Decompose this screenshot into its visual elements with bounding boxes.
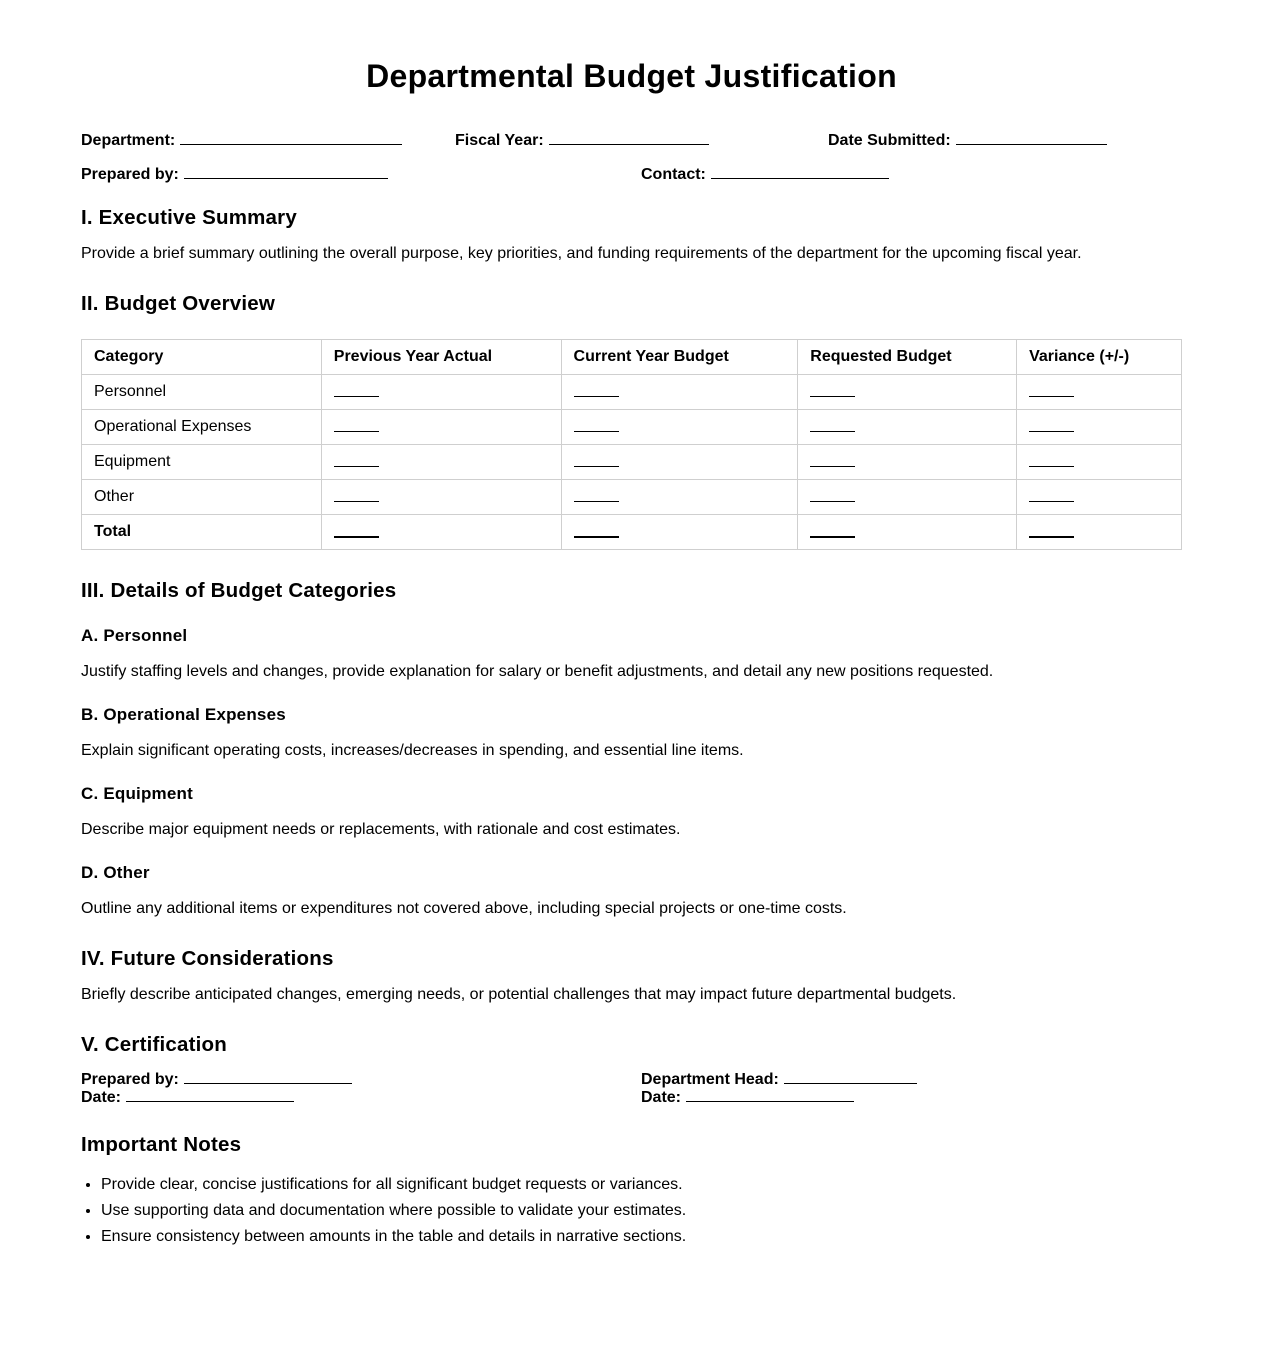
cert-prepared-by-label: Prepared by: [81, 1071, 179, 1088]
table-cell[interactable] [798, 410, 1017, 445]
cert-department-head-label: Department Head: [641, 1071, 779, 1088]
table-cell[interactable] [798, 515, 1017, 550]
table-cell[interactable] [561, 515, 798, 550]
cert-date-left-blank[interactable] [126, 1086, 294, 1102]
table-cell[interactable] [321, 480, 561, 515]
prepared-by-blank[interactable] [184, 163, 388, 179]
date-submitted-label: Date Submitted: [828, 132, 951, 149]
column-header-category: Category [82, 340, 322, 375]
fiscal-year-blank[interactable] [549, 129, 709, 145]
table-cell[interactable] [798, 375, 1017, 410]
blank-line[interactable] [574, 522, 619, 538]
cert-date-right-field [641, 1086, 854, 1107]
column-header-requested: Requested Budget [798, 340, 1017, 375]
operational-heading: B. Operational Expenses [81, 705, 286, 724]
department-label: Department: [81, 132, 176, 149]
blank-line[interactable] [810, 452, 855, 467]
table-row [82, 410, 1182, 445]
cert-date-left-label: Date: [81, 1089, 122, 1106]
contact-field [641, 163, 889, 184]
list-item: • Ensure consistency between amounts in the table and details in narrative sections. [101, 1224, 686, 1250]
blank-line[interactable] [810, 382, 855, 397]
blank-line[interactable] [574, 417, 619, 432]
budget-table [81, 339, 1182, 550]
table-cell[interactable] [1017, 480, 1182, 515]
table-cell[interactable] [798, 480, 1017, 515]
blank-line[interactable] [334, 452, 379, 467]
table-cell[interactable] [1017, 515, 1182, 550]
notes-heading: Important Notes [81, 1133, 242, 1156]
contact-blank[interactable] [711, 163, 889, 179]
future-text: Briefly describe anticipated changes, emerging needs, or potential challenges that may impact future departmental budgets. [81, 986, 957, 1003]
blank-line[interactable] [334, 522, 379, 538]
table-cell[interactable] [1017, 445, 1182, 480]
blank-line[interactable] [334, 382, 379, 397]
fiscal-year-label: Fiscal Year: [455, 132, 544, 149]
date-submitted-blank[interactable] [956, 129, 1107, 145]
fiscal-year-field [455, 129, 709, 150]
cert-date-right-label: Date: [641, 1089, 682, 1106]
blank-line[interactable] [810, 487, 855, 502]
blank-line[interactable] [1029, 417, 1074, 432]
personnel-heading: A. Personnel [81, 626, 188, 645]
budget-overview-heading: II. Budget Overview [81, 292, 276, 315]
table-cell[interactable] [321, 410, 561, 445]
column-header-previous-year: Previous Year Actual [321, 340, 561, 375]
other-heading: D. Other [81, 863, 150, 882]
cert-prepared-by-blank[interactable] [184, 1068, 352, 1084]
certification-heading: V. Certification [81, 1033, 227, 1056]
cert-date-right-blank[interactable] [686, 1086, 854, 1102]
blank-line[interactable] [810, 522, 855, 538]
row-label-operational: Operational Expenses [82, 410, 322, 445]
executive-summary-text: Provide a brief summary outlining the overall purpose, key priorities, and funding requirements of the department for the upcoming fiscal year. [81, 245, 1082, 262]
table-cell[interactable] [321, 445, 561, 480]
department-field [81, 129, 402, 150]
cert-department-head-blank[interactable] [784, 1068, 917, 1084]
table-cell[interactable] [561, 445, 798, 480]
blank-line[interactable] [1029, 452, 1074, 467]
contact-label: Contact: [641, 166, 706, 183]
prepared-by-field [81, 163, 388, 184]
prepared-by-label: Prepared by: [81, 166, 179, 183]
table-row [82, 445, 1182, 480]
blank-line[interactable] [334, 487, 379, 502]
department-blank[interactable] [180, 129, 402, 145]
row-label-equipment: Equipment [82, 445, 322, 480]
table-total-row [82, 515, 1182, 550]
details-heading: III. Details of Budget Categories [81, 579, 397, 602]
blank-line[interactable] [810, 417, 855, 432]
personnel-text: Justify staffing levels and changes, provide explanation for salary or benefit adjustments, and detail any new positions requested. [81, 663, 994, 680]
equipment-heading: C. Equipment [81, 784, 193, 803]
table-cell[interactable] [561, 410, 798, 445]
table-row [82, 480, 1182, 515]
table-cell[interactable] [798, 445, 1017, 480]
blank-line[interactable] [1029, 487, 1074, 502]
cert-date-left-field [81, 1086, 294, 1107]
table-header-row [82, 340, 1182, 375]
row-label-personnel: Personnel [82, 375, 322, 410]
column-header-current-year: Current Year Budget [561, 340, 798, 375]
notes-list [81, 1172, 686, 1250]
equipment-text: Describe major equipment needs or replacements, with rationale and cost estimates. [81, 821, 681, 838]
other-text: Outline any additional items or expenditures not covered above, including special projects or one-time costs. [81, 900, 847, 917]
operational-text: Explain significant operating costs, increases/decreases in spending, and essential line items. [81, 742, 744, 759]
table-cell[interactable] [1017, 410, 1182, 445]
executive-summary-heading: I. Executive Summary [81, 206, 297, 229]
table-cell[interactable] [321, 515, 561, 550]
blank-line[interactable] [574, 382, 619, 397]
table-row [82, 375, 1182, 410]
row-label-total: Total [82, 515, 322, 550]
blank-line[interactable] [574, 452, 619, 467]
row-label-other: Other [82, 480, 322, 515]
table-cell[interactable] [1017, 375, 1182, 410]
date-submitted-field [828, 129, 1107, 150]
blank-line[interactable] [574, 487, 619, 502]
table-cell[interactable] [561, 480, 798, 515]
column-header-variance: Variance (+/-) [1017, 340, 1182, 375]
list-item: • Use supporting data and documentation where possible to validate your estimates. [101, 1198, 686, 1224]
future-heading: IV. Future Considerations [81, 947, 334, 970]
list-item: • Provide clear, concise justifications for all significant budget requests or variances. [101, 1172, 686, 1198]
table-cell[interactable] [321, 375, 561, 410]
blank-line[interactable] [1029, 522, 1074, 538]
blank-line[interactable] [334, 417, 379, 432]
page-title: Departmental Budget Justification [366, 58, 897, 94]
table-cell[interactable] [561, 375, 798, 410]
blank-line[interactable] [1029, 382, 1074, 397]
